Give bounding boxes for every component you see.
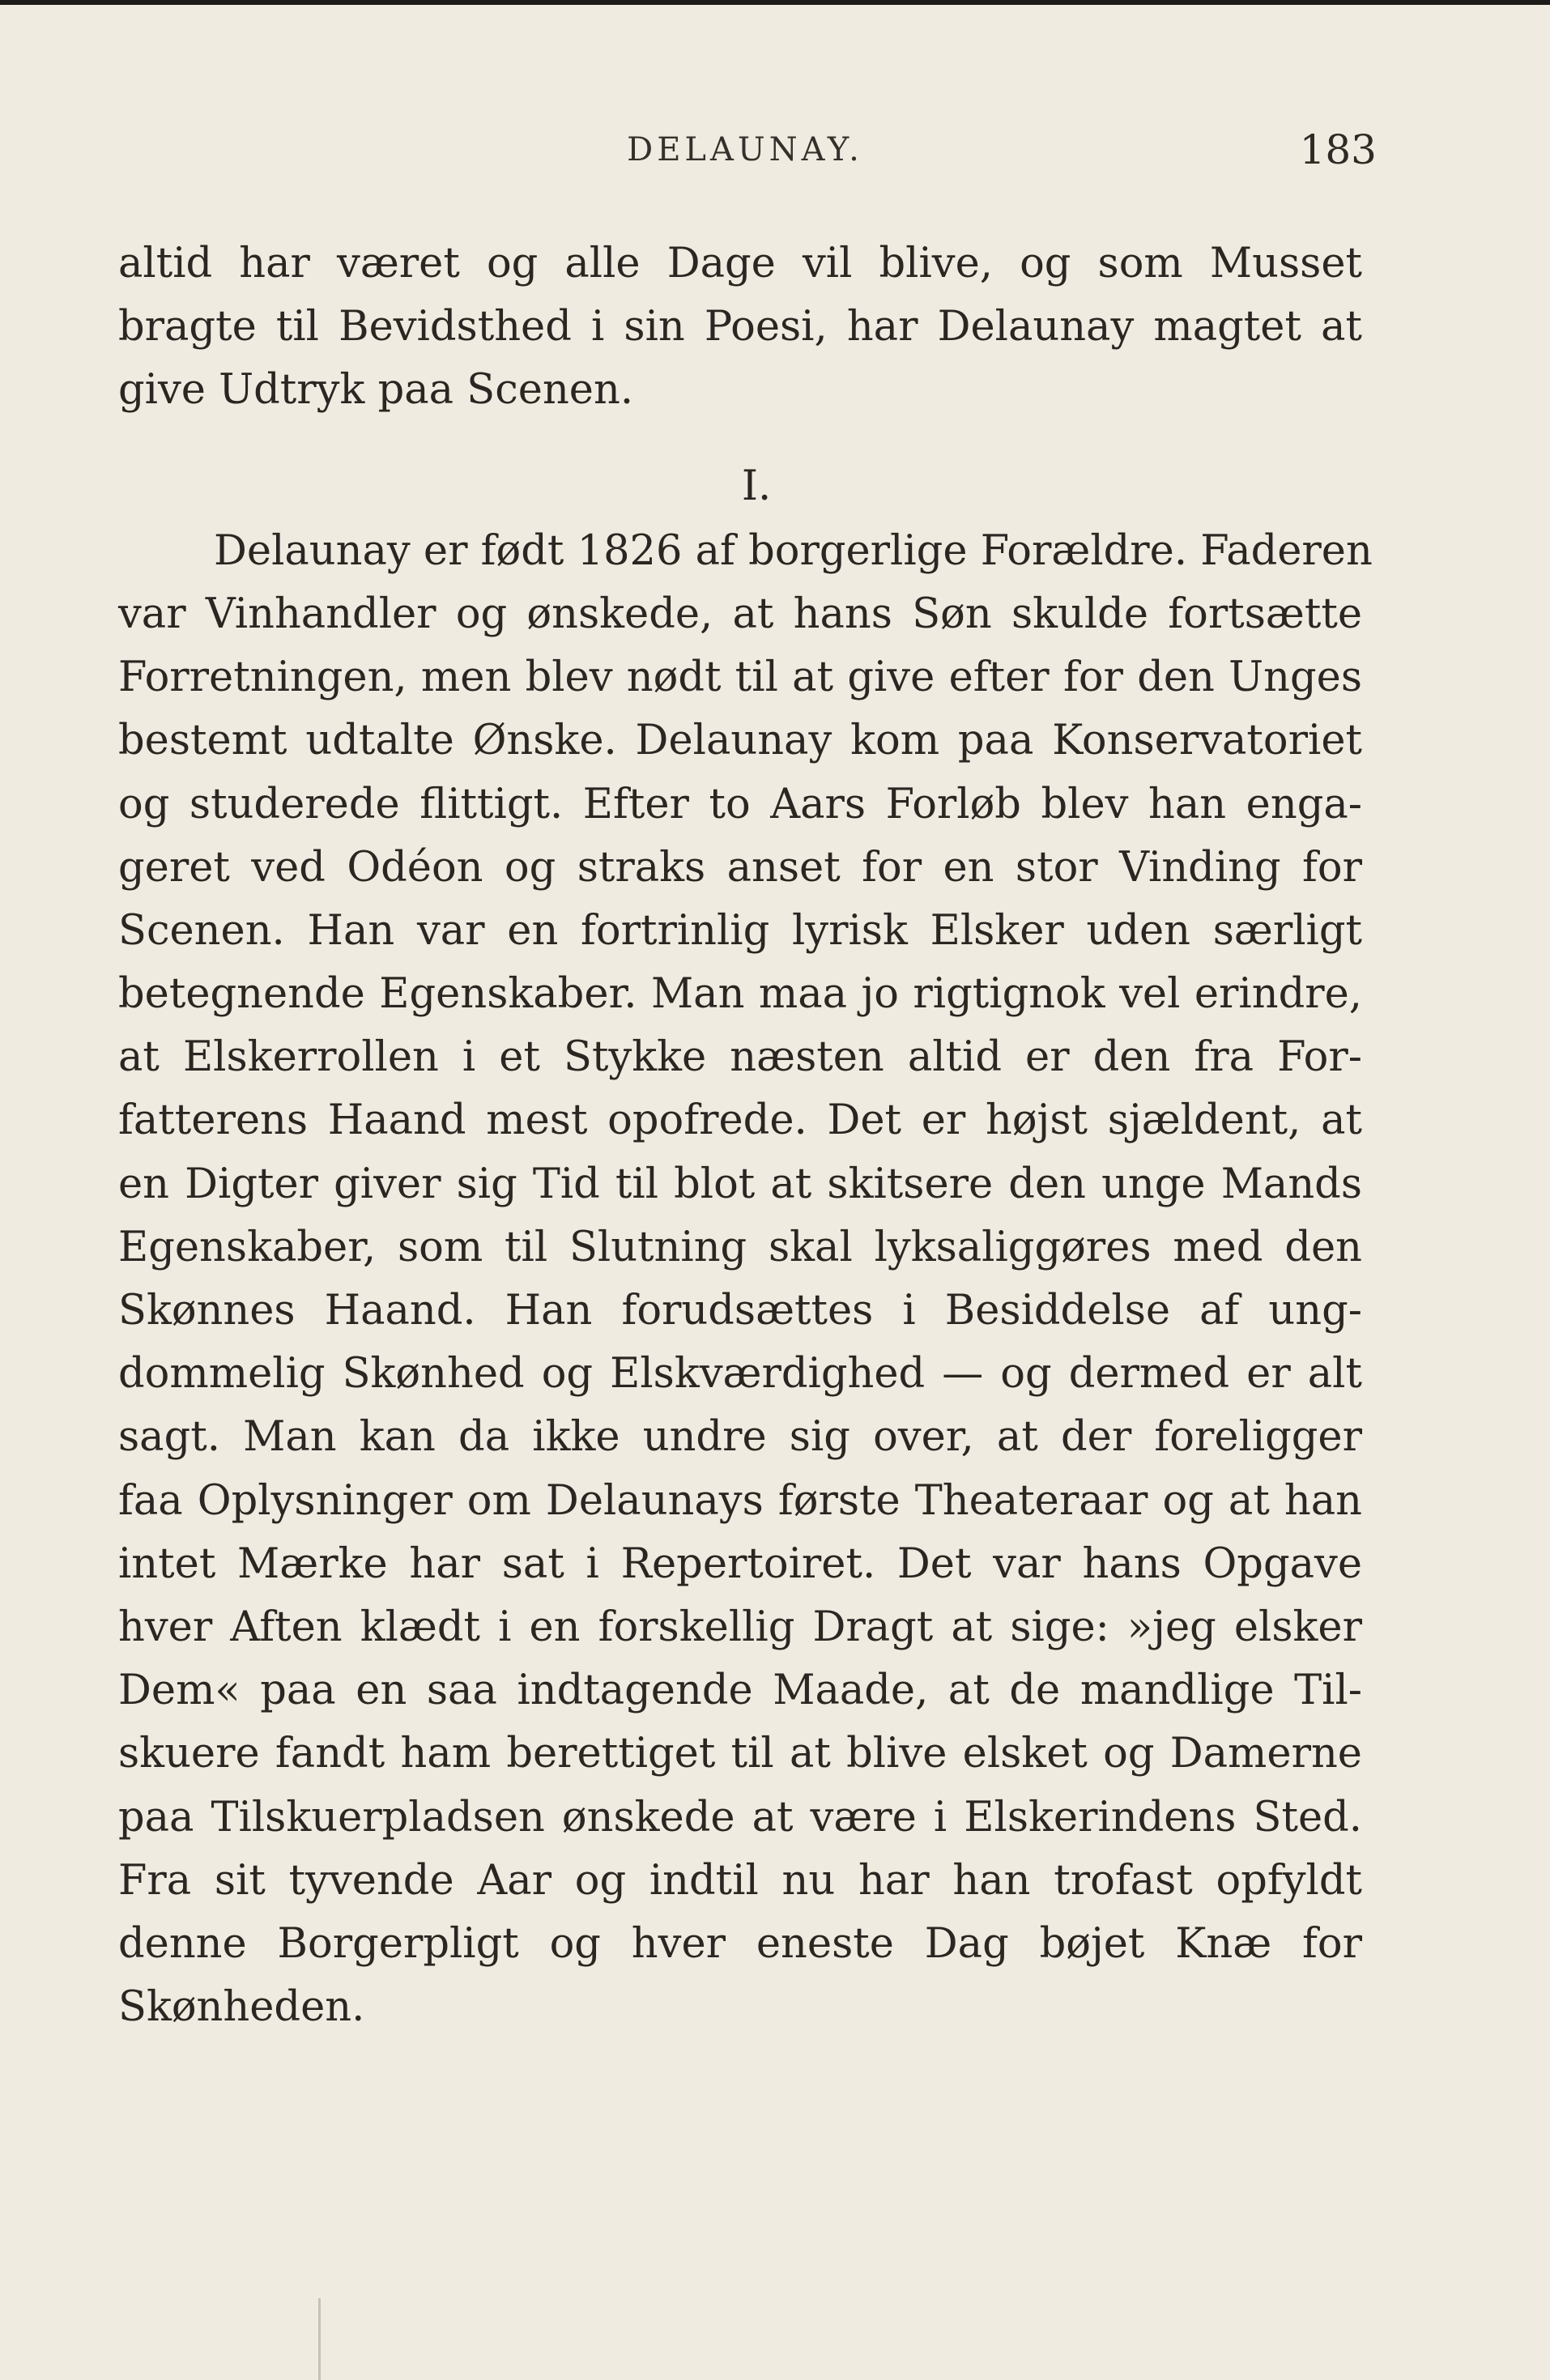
text-line: paa Tilskuerpladsen ønskede at være i Elskerindens Sted. [118, 1793, 1362, 1841]
text-line: Skønheden. [118, 1983, 365, 2032]
running-head: DELAUNAY. [627, 131, 863, 168]
text-line: hver Aften klædt i en forskellig Dragt at sige: »jeg elsker [118, 1603, 1362, 1651]
page-top-edge [0, 0, 1550, 5]
text-line: faa Oplysninger om Delaunays første Theateraar og at han [118, 1476, 1362, 1525]
page-number: 183 [1299, 126, 1377, 173]
text-line: Delaunay er født 1826 af borgerlige Forældre. Faderen [214, 526, 1373, 575]
text-line: Fra sit tyvende Aar og indtil nu har han trofast opfyldt [118, 1856, 1362, 1905]
text-line: denne Borgerpligt og hver eneste Dag bøjet Knæ for [118, 1919, 1362, 1968]
body-text [118, 232, 1373, 2039]
text-line: bragte til Bevidsthed i sin Poesi, har Delaunay magtet at [118, 303, 1362, 351]
text-line: intet Mærke har sat i Repertoiret. Det var hans Opgave [118, 1539, 1362, 1588]
paragraph-2 [118, 520, 1373, 2040]
text-line: dommelig Skønhed og Elskværdighed — og dermed er alt [118, 1350, 1362, 1399]
page-header [0, 126, 1550, 188]
text-line: fatterens Haand mest opofrede. Det er højst sjældent, at [118, 1096, 1362, 1145]
page-crease [318, 2298, 321, 2380]
section-number: I. [741, 462, 772, 510]
text-line: betegnende Egenskaber. Man maa jo rigtignok vel erindre, [118, 970, 1362, 1019]
text-line: Dem« paa en saa indtagende Maade, at de mandlige Til- [118, 1667, 1362, 1715]
text-line: bestemt udtalte Ønske. Delaunay kom paa Konservatoriet [118, 717, 1362, 765]
text-line: altid har været og alle Dage vil blive, og som Musset [118, 240, 1362, 287]
text-line: og studerede flittigt. Efter to Aars Forløb blev han enga- [118, 780, 1362, 828]
text-line: geret ved Odéon og straks anset for en stor Vinding for [118, 843, 1362, 892]
text-line: Forretningen, men blev nødt til at give efter for den Unges [118, 654, 1362, 702]
text-line: sagt. Man kan da ikke undre sig over, at der foreligger [118, 1413, 1362, 1462]
text-line: Scenen. Han var en fortrinlig lyrisk Elsker uden særligt [118, 906, 1362, 955]
text-line: Egenskaber, som til Slutning skal lyksaliggøres med den [118, 1223, 1362, 1271]
text-line: en Digter giver sig Tid til blot at skitsere den unge Mands [118, 1160, 1362, 1208]
paragraph-1 [118, 232, 1362, 423]
text-line: skuere fandt ham berettiget til at blive elsket og Damerne [118, 1730, 1362, 1778]
section-heading [118, 423, 1362, 518]
text-line: Skønnes Haand. Han forudsættes i Besiddelse af ung- [118, 1287, 1362, 1335]
text-line: at Elskerrollen i et Stykke næsten altid er den fra For- [118, 1033, 1362, 1082]
text-line: give Udtryk paa Scenen. [118, 366, 634, 415]
text-line: var Vinhandler og ønskede, at hans Søn skulde fortsætte [118, 590, 1362, 638]
